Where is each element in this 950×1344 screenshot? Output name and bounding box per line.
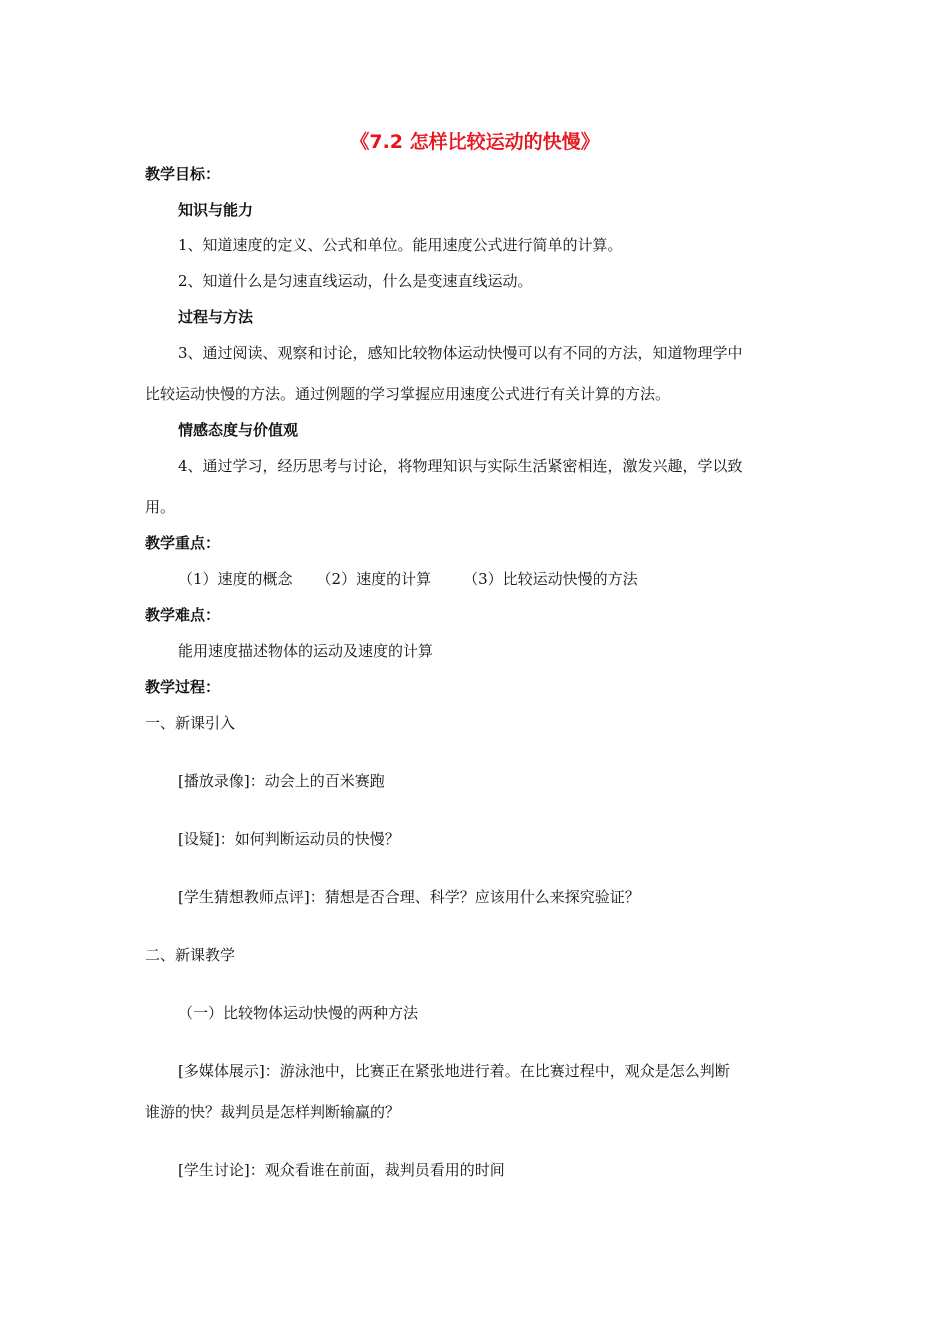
key-point-3: （3）比较运动快慢的方法 bbox=[463, 570, 638, 588]
section-1-paragraph-3: [学生猜想教师点评]：猜想是否合理、科学？应该用什么来探究验证？ bbox=[178, 888, 640, 906]
goal-item-3-line-1: 3、通过阅读、观察和讨论，感知比较物体运动快慢可以有不同的方法，知道物理学中 bbox=[178, 344, 743, 362]
difficulty-heading: 教学难点： bbox=[145, 606, 221, 624]
subsection-1-heading: （一）比较物体运动快慢的两种方法 bbox=[178, 1004, 419, 1022]
goal-item-4-line-1: 4、通过学习，经历思考与讨论，将物理知识与实际生活紧密相连，激发兴趣，学以致 bbox=[178, 457, 743, 475]
section-1-paragraph-2: [设疑]：如何判断运动员的快慢？ bbox=[178, 830, 400, 848]
section-2-heading: 二、新课教学 bbox=[145, 946, 236, 964]
knowledge-ability-heading: 知识与能力 bbox=[178, 201, 254, 219]
key-point-1: （1）速度的概念 bbox=[178, 570, 293, 588]
goal-item-2: 2、知道什么是匀速直线运动，什么是变速直线运动。 bbox=[178, 272, 533, 290]
teaching-process-heading: 教学过程： bbox=[145, 678, 221, 696]
difficulty-text: 能用速度描述物体的运动及速度的计算 bbox=[178, 642, 434, 660]
key-points-list bbox=[178, 569, 638, 589]
page-title: 《7.2 怎样比较运动的快慢》 bbox=[350, 131, 600, 153]
teaching-goals-heading: 教学目标： bbox=[145, 165, 221, 183]
process-method-heading: 过程与方法 bbox=[178, 308, 254, 326]
key-points-heading: 教学重点： bbox=[145, 534, 221, 552]
goal-item-4-line-2: 用。 bbox=[145, 498, 176, 516]
section-1-heading: 一、新课引入 bbox=[145, 714, 236, 732]
emotion-values-heading: 情感态度与价值观 bbox=[178, 421, 299, 439]
section-1-paragraph-1: [播放录像]：动会上的百米赛跑 bbox=[178, 772, 385, 790]
key-point-2: （2）速度的计算 bbox=[316, 570, 432, 588]
section-2-paragraph-1-line-2: 谁游的快？裁判员是怎样判断输赢的？ bbox=[145, 1103, 401, 1121]
section-2-paragraph-2: [学生讨论]：观众看谁在前面，裁判员看用的时间 bbox=[178, 1161, 505, 1179]
goal-item-1: 1、知道速度的定义、公式和单位。能用速度公式进行简单的计算。 bbox=[178, 236, 623, 254]
goal-item-3-line-2: 比较运动快慢的方法。通过例题的学习掌握应用速度公式进行有关计算的方法。 bbox=[145, 385, 671, 403]
section-2-paragraph-1-line-1: [多媒体展示]：游泳池中，比赛正在紧张地进行着。在比赛过程中，观众是怎么判断 bbox=[178, 1062, 730, 1080]
